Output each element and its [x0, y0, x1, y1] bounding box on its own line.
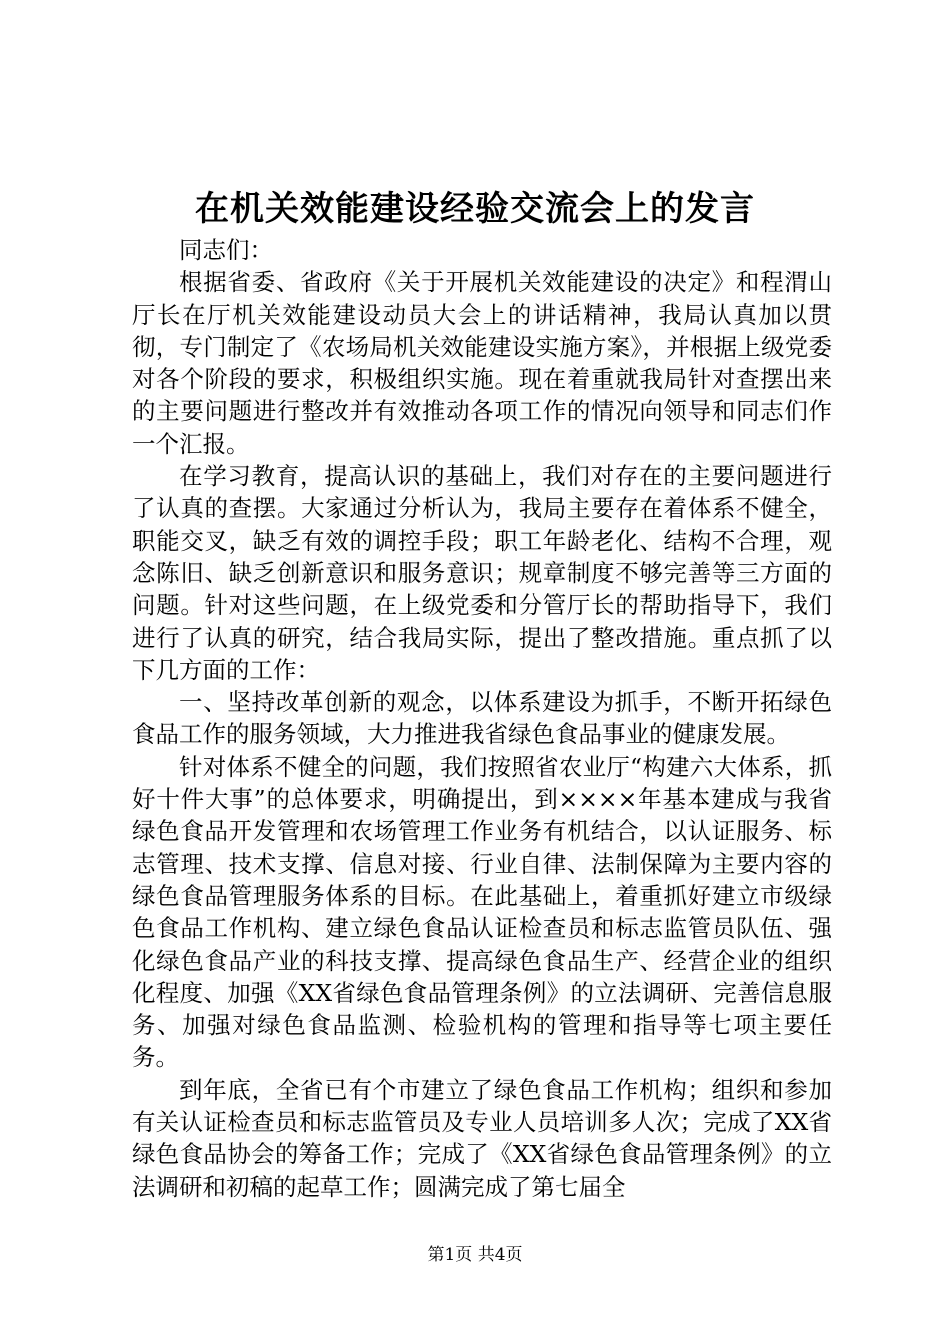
document-body: [132, 234, 832, 1203]
paragraph-intro: 根据省委、省政府《关于开展机关效能建设的决定》和程渭山厅长在厅机关效能建设动员大会上的讲话精神，我局认真加以贯彻，专门制定了《农场局机关效能建设实施方案》，并根据上级党委对各个阶段的要求，积极组织实施。现在着重就我局针对查摆出来的主要问题进行整改并有效推动各项工作的情况向领导和同志们作一个汇报。: [132, 268, 832, 458]
paragraph-year-end-results: 到年底，全省已有个市建立了绿色食品工作机构；组织和参加有关认证检查员和标志监管员及专业人员培训多人次；完成了XX省绿色食品协会的筹备工作；完成了《XX省绿色食品管理条例》的立法调研和初稿的起草工作；圆满完成了第七届全: [132, 1075, 832, 1201]
document-title: 在机关效能建设经验交流会上的发言: [195, 189, 755, 229]
page-number-footer: 第1页 共4页: [427, 1245, 523, 1265]
paragraph-system-building: 针对体系不健全的问题，我们按照省农业厅“构建六大体系，抓好十件大事”的总体要求，明确提出，到××××年基本建成与我省绿色食品开发管理和农场管理工作业务有机结合，以认证服务、标志管理、技术支撑、信息对接、行业自律、法制保障为主要内容的绿色食品管理服务体系的目标。在此基础上，着重抓好建立市级绿色食品工作机构、建立绿色食品认证检查员和标志监管员队伍、强化绿色食品产业的科技支撑、提高绿色食品生产、经营企业的组织化程度、加强《XX省绿色食品管理条例》的立法调研、完善信息服务、加强对绿色食品监测、检验机构的管理和指导等七项主要任务。: [132, 752, 832, 1072]
paragraph-salutation: 同志们：: [179, 236, 273, 264]
paragraph-problems: 在学习教育，提高认识的基础上，我们对存在的主要问题进行了认真的查摆。大家通过分析认为，我局主要存在着体系不健全，职能交叉，缺乏有效的调控手段；职工年龄老化、结构不合理，观念陈旧、缺乏创新意识和服务意识；规章制度不够完善等三方面的问题。针对这些问题，在上级党委和分管厅长的帮助指导下，我们进行了认真的研究，结合我局实际，提出了整改措施。重点抓了以下几方面的工作：: [132, 462, 832, 684]
paragraph-section-one-heading: 一、坚持改革创新的观念，以体系建设为抓手，不断开拓绿色食品工作的服务领域，大力推进我省绿色食品事业的健康发展。: [132, 688, 832, 749]
